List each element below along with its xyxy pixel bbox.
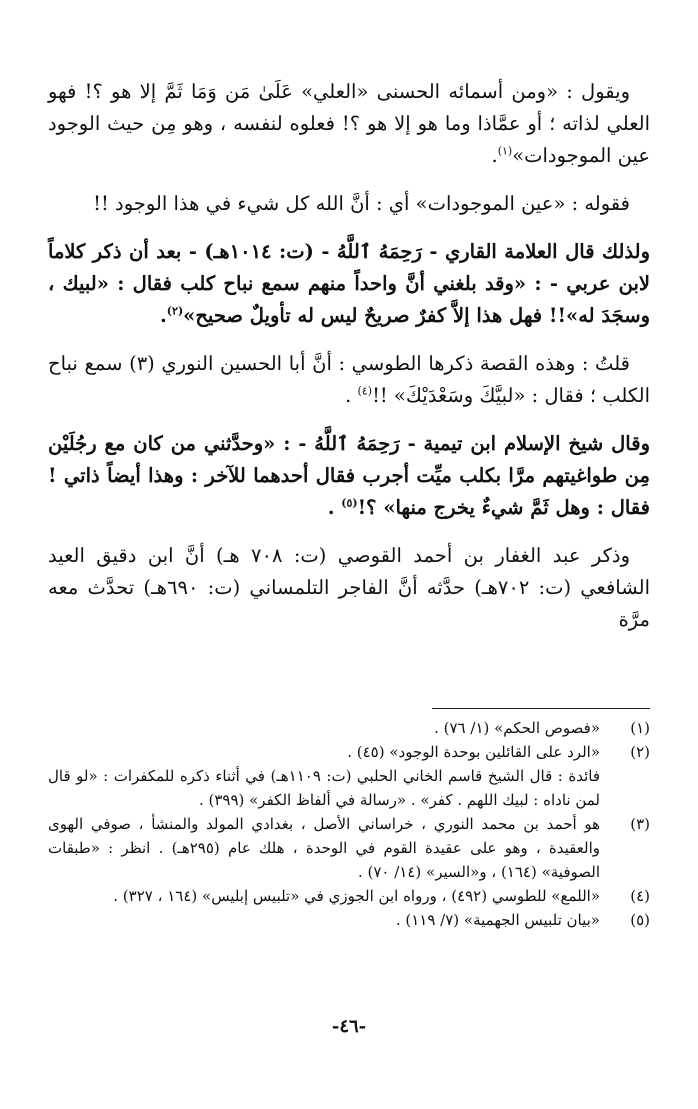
paragraph-2: فقوله : «عين الموجودات» أي : أنَّ الله كل شيء في هذا الوجود !!	[93, 192, 630, 215]
page-number: -٤٦-	[331, 1016, 367, 1037]
footnote-divider	[432, 708, 650, 709]
paragraph-4: قلتُ : وهذه القصة ذكرها الطوسي : أنَّ أبا الحسين النوري (٣) سمع نباح الكلب ؛ فقال : «لبيَّكَ وسَعْدَيْكَ» !!$^{(٤)}$ .	[48, 352, 650, 407]
footnote-text: «بيان تلبيس الجهمية» (٧/ ١١٩) .	[395, 911, 600, 929]
footnote-number: (١)	[630, 719, 650, 737]
main-text	[48, 76, 650, 636]
footnote-text: «فصوص الحكم» (١/ ٧٦) .	[434, 719, 600, 737]
footnote-number: (٥)	[630, 911, 650, 929]
footnote-ref-5: (٥)	[341, 496, 358, 510]
footnote-number: (٣)	[630, 815, 650, 833]
footnote-5	[48, 908, 650, 932]
footnote-ref-2: (٢)	[166, 304, 184, 318]
footnote-ref-4: (٤)	[357, 384, 373, 398]
footnote-2-benefit	[48, 764, 650, 812]
footnote-text: «الرد على القائلين بوحدة الوجود» (٤٥) .	[347, 743, 600, 761]
footnotes	[48, 716, 650, 932]
footnote-number	[600, 764, 650, 812]
footnote-ref-1: (١)	[497, 144, 513, 158]
footnote-4	[48, 884, 650, 908]
footnote-3	[48, 812, 650, 884]
paragraph-1: ويقول : «ومن أسمائه الحسنى «العلي» عَلَىٰ مَن وَمَا ثَمَّ إلا هو ؟! فهو العلي لذاته ؛ أو عمَّاذا وما هو إلا هو ؟! فعلوه لنفسه ، وهو مِن حيث الوجود عين الموجودات»$^{(١)}$.	[48, 80, 650, 167]
footnote-text: «اللمع» للطوسي (٤٩٢) ، ورواه ابن الجوزي في «تلبيس إبليس» (١٦٤ ، ٣٢٧) .	[113, 887, 600, 905]
footnote-text: فائدة : قال الشيخ قاسم الخاني الحلبي (ت: ١١٠٩هـ) في أثناء ذكره للمكفرات : «لو قال لمن ناداه : لبيك اللهم . كفر» . «رسالة في ألفاظ الكفر» (٣٩٩) .	[48, 767, 600, 809]
paragraph-3: ولذلك قال العلامة القاري - رَحِمَهُ ٱللَّهُ - (ت: ١٠١٤هـ) - بعد أن ذكر كلاماً لابن عربي - : «وقد بلغني أنَّ واحداً منهم سمع نباح كلب فقال : «لبيك ، وسجَدَ له»!! فهل هذا إلاَّ كفرٌ صريحٌ ليس له تأويلٌ صحيح»$^{(٢)}$.	[48, 240, 650, 327]
footnote-text: هو أحمد بن محمد النوري ، خراساني الأصل ، بغدادي المولد والمنشأ ، صوفي الهوى والعقيدة ، وهو على عقيدة القوم في الوحدة ، هلك عام (٢٩٥هـ) . انظر : «طبقات الصوفية» (١٦٤) ، و«السير» (١٤/ ٧٠) .	[48, 815, 600, 881]
paragraph-6: وذكر عبد الغفار بن أحمد القوصي (ت: ٧٠٨ هـ) أنَّ ابن دقيق العيد الشافعي (ت: ٧٠٢هـ) حدَّثه أنَّ الفاجر التلمساني (ت: ٦٩٠هـ) تحدَّث معه مرَّة	[48, 544, 650, 631]
footnote-1	[48, 716, 650, 740]
paragraph-5: وقال شيخ الإسلام ابن تيمية - رَحِمَهُ ٱللَّهُ - : «وحدَّثني من كان مع رجُلَيْن مِن طواغيتهم مرَّا بكلب ميِّت أجرب فقال أحدهما للآخر : وهذا أيضاً ذاتي ! فقال : وهل ثَمَّ شيءٌ يخرج منها» ؟!$^{(٥)}$ .	[48, 432, 650, 519]
footnote-number: (٤)	[630, 887, 650, 905]
footnote-number: (٢)	[630, 743, 650, 761]
footnote-2	[48, 740, 650, 764]
